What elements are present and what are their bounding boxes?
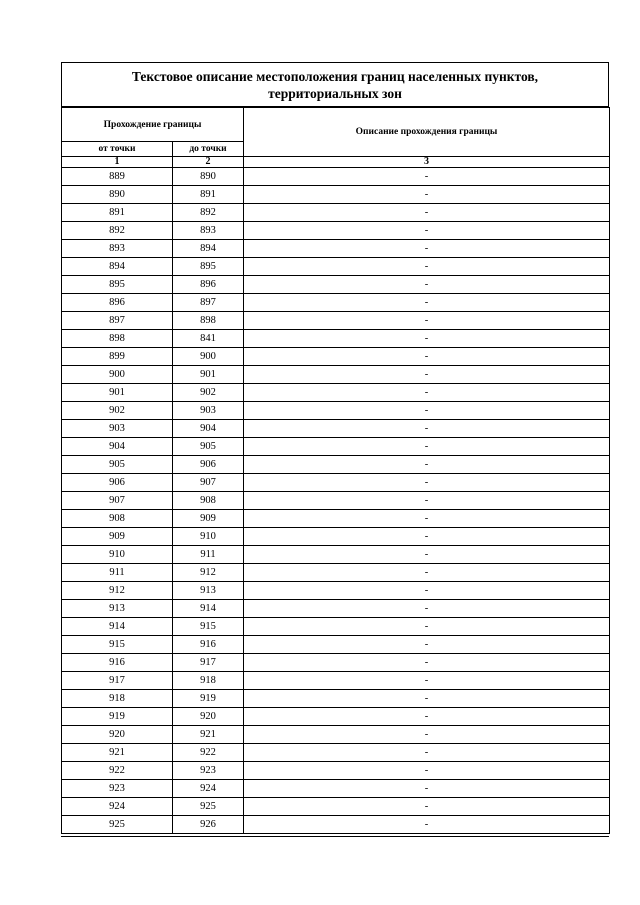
from-point-cell: 916 — [62, 654, 173, 672]
description-cell: - — [244, 744, 610, 762]
from-point-cell: 902 — [62, 402, 173, 420]
description-cell: - — [244, 456, 610, 474]
to-point-cell: 917 — [173, 654, 244, 672]
table-row — [62, 780, 610, 798]
from-point-cell: 908 — [62, 510, 173, 528]
from-point-cell: 919 — [62, 708, 173, 726]
from-point-cell: 900 — [62, 366, 173, 384]
description-cell: - — [244, 510, 610, 528]
description-cell: - — [244, 708, 610, 726]
table-row — [62, 276, 610, 294]
table-row — [62, 204, 610, 222]
description-cell: - — [244, 564, 610, 582]
column-number-3: 3 — [244, 157, 610, 168]
description-cell: - — [244, 384, 610, 402]
description-cell: - — [244, 168, 610, 186]
to-point-cell: 915 — [173, 618, 244, 636]
column-number-2: 2 — [173, 157, 244, 168]
from-point-cell: 893 — [62, 240, 173, 258]
from-point-cell: 892 — [62, 222, 173, 240]
table-row — [62, 492, 610, 510]
table-row — [62, 168, 610, 186]
description-cell: - — [244, 240, 610, 258]
to-point-cell: 921 — [173, 726, 244, 744]
from-point-cell: 889 — [62, 168, 173, 186]
description-cell: - — [244, 672, 610, 690]
table-row — [62, 348, 610, 366]
table-row — [62, 744, 610, 762]
to-point-cell: 904 — [173, 420, 244, 438]
to-point-cell: 901 — [173, 366, 244, 384]
to-point-cell: 906 — [173, 456, 244, 474]
title-line-1: Текстовое описание местоположения границ населенных пунктов, — [131, 68, 539, 84]
to-point-cell: 905 — [173, 438, 244, 456]
table-body — [62, 168, 610, 834]
table-row — [62, 708, 610, 726]
header-to-point: до точки — [173, 142, 244, 157]
description-cell: - — [244, 546, 610, 564]
to-point-cell: 926 — [173, 816, 244, 834]
from-point-cell: 912 — [62, 582, 173, 600]
to-point-cell: 891 — [173, 186, 244, 204]
table-row — [62, 546, 610, 564]
to-point-cell: 919 — [173, 690, 244, 708]
from-point-cell: 920 — [62, 726, 173, 744]
header-boundary-passage: Прохождение границы — [62, 108, 244, 142]
table-row — [62, 672, 610, 690]
description-cell: - — [244, 474, 610, 492]
table-row — [62, 366, 610, 384]
description-cell: - — [244, 294, 610, 312]
description-cell: - — [244, 330, 610, 348]
to-point-cell: 896 — [173, 276, 244, 294]
from-point-cell: 923 — [62, 780, 173, 798]
description-cell: - — [244, 528, 610, 546]
table-row — [62, 438, 610, 456]
from-point-cell: 903 — [62, 420, 173, 438]
from-point-cell: 891 — [62, 204, 173, 222]
description-cell: - — [244, 618, 610, 636]
from-point-cell: 911 — [62, 564, 173, 582]
table-row — [62, 618, 610, 636]
from-point-cell: 922 — [62, 762, 173, 780]
description-cell: - — [244, 600, 610, 618]
to-point-cell: 895 — [173, 258, 244, 276]
table-row — [62, 186, 610, 204]
table-row — [62, 222, 610, 240]
description-cell: - — [244, 186, 610, 204]
description-cell: - — [244, 366, 610, 384]
to-point-cell: 910 — [173, 528, 244, 546]
from-point-cell: 925 — [62, 816, 173, 834]
boundary-table — [61, 107, 610, 834]
description-cell: - — [244, 726, 610, 744]
description-cell: - — [244, 258, 610, 276]
from-point-cell: 906 — [62, 474, 173, 492]
table-row — [62, 798, 610, 816]
description-cell: - — [244, 438, 610, 456]
from-point-cell: 898 — [62, 330, 173, 348]
to-point-cell: 912 — [173, 564, 244, 582]
description-cell: - — [244, 690, 610, 708]
description-cell: - — [244, 222, 610, 240]
table-row — [62, 762, 610, 780]
to-point-cell: 914 — [173, 600, 244, 618]
description-cell: - — [244, 492, 610, 510]
description-cell: - — [244, 402, 610, 420]
table-row — [62, 564, 610, 582]
from-point-cell: 895 — [62, 276, 173, 294]
description-cell: - — [244, 312, 610, 330]
table-row — [62, 528, 610, 546]
from-point-cell: 894 — [62, 258, 173, 276]
table-row — [62, 474, 610, 492]
table-row — [62, 456, 610, 474]
table-row — [62, 312, 610, 330]
to-point-cell: 907 — [173, 474, 244, 492]
from-point-cell: 905 — [62, 456, 173, 474]
to-point-cell: 903 — [173, 402, 244, 420]
description-cell: - — [244, 276, 610, 294]
to-point-cell: 897 — [173, 294, 244, 312]
to-point-cell: 902 — [173, 384, 244, 402]
from-point-cell: 899 — [62, 348, 173, 366]
to-point-cell: 892 — [173, 204, 244, 222]
description-cell: - — [244, 348, 610, 366]
table-row — [62, 582, 610, 600]
to-point-cell: 913 — [173, 582, 244, 600]
from-point-cell: 910 — [62, 546, 173, 564]
description-cell: - — [244, 420, 610, 438]
table-row — [62, 420, 610, 438]
from-point-cell: 913 — [62, 600, 173, 618]
from-point-cell: 904 — [62, 438, 173, 456]
from-point-cell: 917 — [62, 672, 173, 690]
to-point-cell: 898 — [173, 312, 244, 330]
header-description: Описание прохождения границы — [244, 108, 610, 157]
table-row — [62, 654, 610, 672]
description-cell: - — [244, 762, 610, 780]
column-number-1: 1 — [62, 157, 173, 168]
description-cell: - — [244, 654, 610, 672]
document-title — [61, 62, 609, 107]
table-bottom-rule — [61, 834, 609, 837]
from-point-cell: 890 — [62, 186, 173, 204]
to-point-cell: 894 — [173, 240, 244, 258]
from-point-cell: 907 — [62, 492, 173, 510]
table-row — [62, 294, 610, 312]
table-row — [62, 600, 610, 618]
to-point-cell: 918 — [173, 672, 244, 690]
table-row — [62, 816, 610, 834]
header-from-point: от точки — [62, 142, 173, 157]
to-point-cell: 841 — [173, 330, 244, 348]
from-point-cell: 915 — [62, 636, 173, 654]
from-point-cell: 918 — [62, 690, 173, 708]
table-row — [62, 258, 610, 276]
description-cell: - — [244, 780, 610, 798]
description-cell: - — [244, 816, 610, 834]
from-point-cell: 896 — [62, 294, 173, 312]
to-point-cell: 925 — [173, 798, 244, 816]
table-row — [62, 636, 610, 654]
description-cell: - — [244, 636, 610, 654]
description-cell: - — [244, 582, 610, 600]
from-point-cell: 914 — [62, 618, 173, 636]
table-row — [62, 690, 610, 708]
to-point-cell: 924 — [173, 780, 244, 798]
document-page — [61, 62, 609, 837]
to-point-cell: 922 — [173, 744, 244, 762]
from-point-cell: 901 — [62, 384, 173, 402]
to-point-cell: 911 — [173, 546, 244, 564]
table-row — [62, 384, 610, 402]
table-row — [62, 240, 610, 258]
table-row — [62, 510, 610, 528]
to-point-cell: 908 — [173, 492, 244, 510]
from-point-cell: 924 — [62, 798, 173, 816]
to-point-cell: 923 — [173, 762, 244, 780]
title-line-2: территориальных зон — [268, 85, 402, 101]
to-point-cell: 916 — [173, 636, 244, 654]
table-row — [62, 330, 610, 348]
to-point-cell: 920 — [173, 708, 244, 726]
to-point-cell: 909 — [173, 510, 244, 528]
to-point-cell: 893 — [173, 222, 244, 240]
to-point-cell: 890 — [173, 168, 244, 186]
from-point-cell: 909 — [62, 528, 173, 546]
table-row — [62, 726, 610, 744]
table-row — [62, 402, 610, 420]
description-cell: - — [244, 798, 610, 816]
description-cell: - — [244, 204, 610, 222]
from-point-cell: 921 — [62, 744, 173, 762]
from-point-cell: 897 — [62, 312, 173, 330]
to-point-cell: 900 — [173, 348, 244, 366]
